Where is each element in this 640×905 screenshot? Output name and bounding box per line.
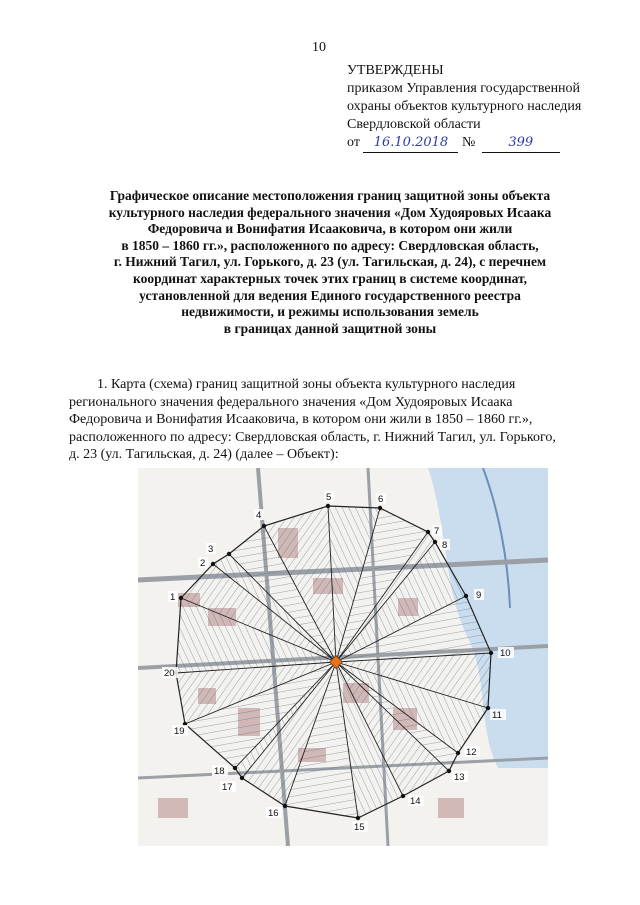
point-label: 15 — [354, 822, 365, 833]
boundary-point — [426, 530, 430, 534]
boundary-point — [464, 594, 468, 598]
boundary-point — [486, 706, 490, 710]
map-svg — [138, 468, 548, 846]
paragraph-line: д. 23 (ул. Тагильская, д. 24) (далее – Объект): — [69, 447, 339, 463]
point-label: 17 — [222, 782, 233, 793]
paragraph-line: Федоровича и Вонифатия Исааковича, в котором они жили в 1850 – 1860 гг.», — [69, 412, 533, 428]
title-line: недвижимости, и режимы использования земель — [181, 304, 479, 320]
protection-zone-map — [138, 468, 548, 846]
title-line: координат характерных точек этих границ в системе координат, — [132, 270, 528, 286]
boundary-point — [378, 506, 382, 510]
boundary-point — [179, 596, 183, 600]
paragraph-line: регионального значения федерального значения «Дом Худояровых Исаака — [69, 394, 513, 410]
boundary-point — [240, 776, 244, 780]
paragraph-line: 1. Карта (схема) границ защитной зоны объекта культурного наследия — [97, 377, 516, 392]
point-label: 10 — [500, 648, 511, 659]
document-title — [70, 188, 590, 337]
point-label: 3 — [208, 544, 214, 555]
point-label: 19 — [174, 726, 185, 737]
point-label: 4 — [256, 510, 262, 521]
boundary-point — [401, 794, 405, 798]
number-prefix: № — [461, 135, 476, 150]
boundary-point — [326, 504, 330, 508]
boundary-point — [489, 651, 493, 655]
point-label: 13 — [454, 772, 465, 783]
point-label: 11 — [492, 710, 502, 721]
paragraph-line: расположенного по адресу: Свердловская область, г. Нижний Тагил, ул. Горького, — [69, 429, 556, 445]
boundary-point — [356, 816, 360, 820]
boundary-point — [447, 769, 451, 773]
handwritten-number: 399 — [482, 134, 560, 153]
date-prefix: от — [347, 135, 360, 150]
boundary-point — [227, 552, 231, 556]
building — [158, 798, 188, 818]
building — [438, 798, 464, 818]
boundary-point — [433, 540, 437, 544]
point-label: 7 — [434, 526, 440, 537]
point-label: 14 — [410, 796, 421, 807]
point-label: 1 — [170, 592, 176, 603]
title-line: в 1850 – 1860 гг.», расположенного по адресу: Свердловская область, — [121, 237, 539, 253]
approval-block — [347, 62, 617, 153]
title-line: установленной для ведения Единого государственного реестра — [139, 287, 521, 303]
title-line: Графическое описание местоположения границ защитной зоны объекта — [109, 188, 551, 203]
paragraph-1 — [69, 376, 617, 464]
point-label: 2 — [200, 558, 206, 569]
point-label: 16 — [268, 808, 279, 819]
title-line: в границах данной защитной зоны — [223, 320, 437, 336]
point-label: 9 — [476, 590, 482, 601]
boundary-point — [262, 524, 266, 528]
boundary-point — [233, 766, 237, 770]
handwritten-date: 16.10.2018 — [363, 134, 458, 153]
point-label: 8 — [442, 540, 448, 551]
approval-line: Свердловской области — [347, 117, 481, 132]
boundary-point — [456, 751, 460, 755]
title-line: Федоровича и Вонифатия Исааковича, в котором они жили — [147, 221, 513, 237]
approval-line: охраны объектов культурного наследия — [347, 99, 582, 114]
boundary-point — [283, 804, 287, 808]
title-line: г. Нижний Тагил, ул. Горького, д. 23 (ул. Тагильская, д. 24), с перечнем — [113, 254, 547, 270]
approval-heading: УТВЕРЖДЕНЫ — [347, 63, 444, 78]
title-line: культурного наследия федерального значения «Дом Худояровых Исаака — [108, 204, 552, 220]
point-label: 12 — [466, 747, 477, 758]
boundary-point — [211, 562, 215, 566]
point-label: 6 — [378, 494, 384, 505]
approval-line: приказом Управления государственной — [347, 81, 581, 96]
point-label: 5 — [326, 492, 332, 503]
point-label: 18 — [214, 766, 225, 777]
page-number: 10 — [312, 40, 326, 55]
approval-date-line — [347, 134, 617, 153]
point-label: 20 — [164, 668, 175, 679]
